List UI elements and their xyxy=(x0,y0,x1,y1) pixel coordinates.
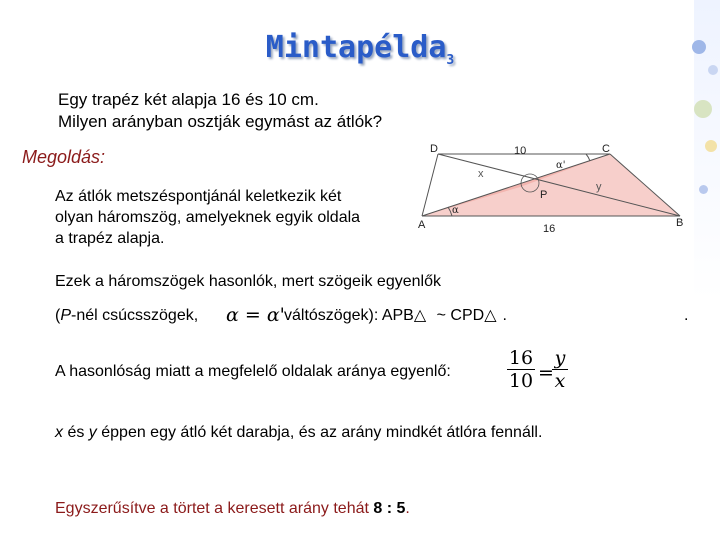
alpha-equation: α = α' xyxy=(226,304,285,326)
para3-prefix: ( xyxy=(55,307,61,324)
shaded-triangle xyxy=(422,154,680,216)
decorative-circle xyxy=(694,100,712,118)
fraction-denominator-1: 10 xyxy=(508,370,534,392)
problem-line-1: Egy trapéz két alapja 16 és 10 cm. xyxy=(58,90,319,109)
fraction-denominator-2: x xyxy=(554,370,566,392)
para3-p: P xyxy=(60,307,71,324)
fraction-equals: = xyxy=(538,362,554,384)
para3-sim: ~ CPD xyxy=(436,307,485,324)
para5-x: x xyxy=(55,424,63,441)
label-y: y xyxy=(596,181,602,193)
para5-y: y xyxy=(88,424,97,441)
solution-label: Megoldás: xyxy=(22,147,106,167)
label-10: 10 xyxy=(514,145,527,157)
para2: Ezek a háromszögek hasonlók, mert szögeik egyenlők xyxy=(55,273,441,290)
para1-line-3: a trapéz alapja. xyxy=(55,230,165,247)
para1-line-1: Az átlók metszéspontjánál keletkezik két xyxy=(55,188,342,205)
label-alpha-prime: α' xyxy=(556,160,566,171)
triangle-symbol-2: △ xyxy=(484,307,497,324)
conclusion-end: . xyxy=(405,500,410,517)
angle-arc-alpha-prime xyxy=(586,154,590,161)
decorative-circle xyxy=(699,185,708,194)
label-B: B xyxy=(676,217,684,229)
para3-left xyxy=(55,306,198,326)
page-title xyxy=(0,30,720,68)
conclusion-ratio: 8 : 5 xyxy=(373,500,406,517)
fraction-y-x xyxy=(552,348,568,391)
label-A: A xyxy=(418,219,426,231)
para4: A hasonlóság miatt a megfelelő oldalak aránya egyenlő: xyxy=(55,363,451,380)
title-subscript: 3 xyxy=(446,53,455,68)
label-alpha: α xyxy=(452,205,459,216)
trapezoid-diagram xyxy=(410,140,700,240)
conclusion xyxy=(55,499,410,519)
para3-mid: -nél csúcsszögek, xyxy=(71,307,199,324)
para5-mid: és xyxy=(63,424,89,441)
para1-line-2: olyan háromszög, amelyeknek egyik oldala xyxy=(55,209,361,226)
triangle-symbol-1: △ xyxy=(413,307,427,324)
label-x: x xyxy=(478,168,484,180)
fraction-numerator-2: y xyxy=(554,347,566,369)
para3-suffix: váltószögek): APB xyxy=(284,307,414,324)
conclusion-text: Egyszerűsítve a törtet a keresett arány tehát xyxy=(55,500,374,517)
para3-end: . xyxy=(502,307,507,324)
fraction-16-10 xyxy=(507,348,535,391)
decorative-circle xyxy=(705,140,717,152)
label-C: C xyxy=(602,143,610,155)
label-D: D xyxy=(430,143,438,155)
label-16: 16 xyxy=(543,223,556,235)
label-P: P xyxy=(540,189,548,201)
side-DA xyxy=(422,154,438,216)
fraction-numerator-1: 16 xyxy=(508,347,534,369)
para5 xyxy=(55,423,542,443)
para3-right xyxy=(284,306,507,326)
para5-rest: éppen egy átló két darabja, és az arány mindkét átlóra fennáll. xyxy=(96,424,543,441)
stray-dot: . xyxy=(684,307,689,324)
problem-line-2: Milyen arányban osztják egymást az átlók? xyxy=(58,112,383,131)
title-text: Mintapélda xyxy=(265,30,447,65)
